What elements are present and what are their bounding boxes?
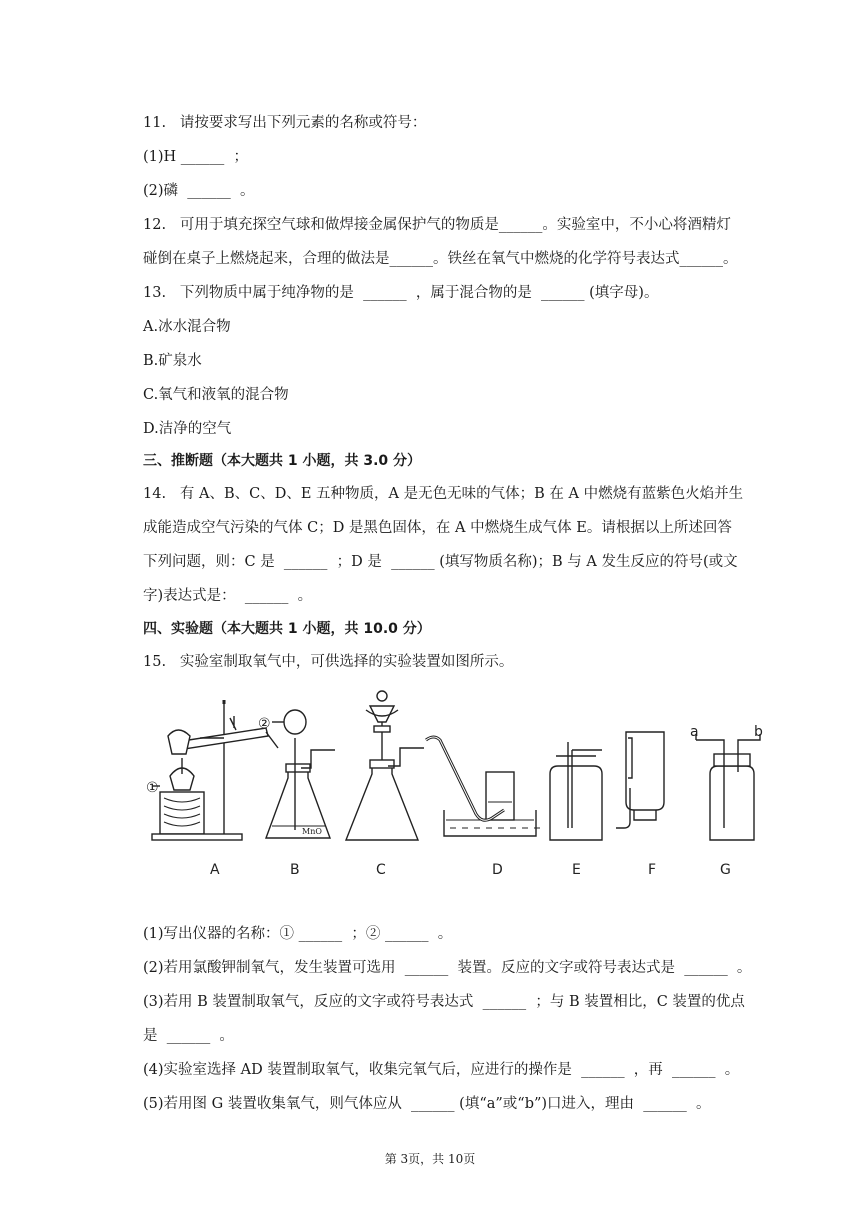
- apparatus-g: [696, 734, 760, 840]
- q15-part1: (1)写出仪器的名称：① ______ ；② ______ 。: [143, 926, 453, 942]
- apparatus-c: [346, 691, 424, 840]
- q11-part1: (1)H ______ ；: [143, 149, 249, 165]
- q13-option-a: A.冰水混合物: [143, 319, 231, 335]
- apparatus-e: [550, 742, 602, 840]
- label-g: G: [720, 862, 731, 878]
- port-b-label: b: [754, 724, 763, 740]
- q11-stem: 11. 请按要求写出下列元素的名称或符号：: [143, 115, 427, 131]
- apparatus-f: [616, 732, 664, 828]
- q15-part4: (4)实验室选择 AD 装置制取氧气，收集完氧气后，应进行的操作是 ______ ，再 ______ 。: [143, 1062, 740, 1078]
- q13-option-d: D.洁净的空气: [143, 421, 232, 437]
- lab-apparatus-figure: [140, 688, 780, 884]
- label-c: C: [376, 862, 386, 878]
- label-a: A: [210, 862, 220, 878]
- section-3-heading: 三、推断题（本大题共 1 小题，共 3.0 分）: [143, 453, 422, 469]
- apparatus-d: [426, 737, 540, 836]
- q12-line1: 12. 可用于填充探空气球和做焊接金属保护气的物质是______。实验室中，不小心将酒精灯: [143, 217, 731, 233]
- label-d: D: [492, 862, 503, 878]
- q15-stem: 15. 实验室制取氧气中，可供选择的实验装置如图所示。: [143, 654, 514, 670]
- marker-1: ①: [146, 780, 159, 796]
- label-e: E: [572, 862, 581, 878]
- section-4-heading: 四、实验题（本大题共 1 小题，共 10.0 分）: [143, 621, 431, 637]
- label-b: B: [290, 862, 300, 878]
- q15-part3-line2: 是 ______ 。: [143, 1028, 234, 1044]
- q14-line1: 14. 有 A、B、C、D、E 五种物质，A 是无色无味的气体；B 在 A 中燃烧有蓝紫色火焰并生: [143, 486, 744, 502]
- marker-2: ②: [258, 716, 271, 732]
- q11-part2: (2)磷 ______ 。: [143, 183, 255, 199]
- q14-line4: 字)表达式是： ______ 。: [143, 588, 313, 604]
- page-footer: 第 3页，共 10页: [384, 1152, 476, 1166]
- q14-line3: 下列问题，则：C 是 ______ ；D 是 ______ (填写物质名称)；B 与 A 发生反应的符号(或文: [143, 554, 738, 570]
- port-a-label: a: [690, 724, 699, 740]
- label-f: F: [648, 862, 657, 878]
- q15-part3-line1: (3)若用 B 装置制取氧气，反应的文字或符号表达式 ______ ；与 B 装置相比，C 装置的优点: [143, 994, 745, 1010]
- q13-option-b: B.矿泉水: [143, 353, 202, 369]
- q13-option-c: C.氧气和液氧的混合物: [143, 387, 289, 403]
- q12-line2: 碰倒在桌子上燃烧起来，合理的做法是______。铁丝在氧气中燃烧的化学符号表达式______。: [143, 251, 738, 267]
- apparatus-drawing: [140, 688, 780, 884]
- q15-part2: (2)若用氯酸钾制氧气，发生装置可选用 ______ 装置。反应的文字或符号表达式是 ______ 。: [143, 960, 752, 976]
- q15-part5: (5)若用图 G 装置收集氧气，则气体应从 ______ (填“a”或“b”)口进入，理由 ______ 。: [143, 1096, 711, 1112]
- apparatus-b: [266, 710, 335, 838]
- svg-text:MnO: MnO: [302, 827, 322, 836]
- q14-line2: 成能造成空气污染的气体 C；D 是黑色固体，在 A 中燃烧生成气体 E。请根据以上所述回答: [143, 520, 732, 536]
- q13-stem: 13. 下列物质中属于纯净物的是 ______ ，属于混合物的是 ______ (填字母)。: [143, 285, 659, 301]
